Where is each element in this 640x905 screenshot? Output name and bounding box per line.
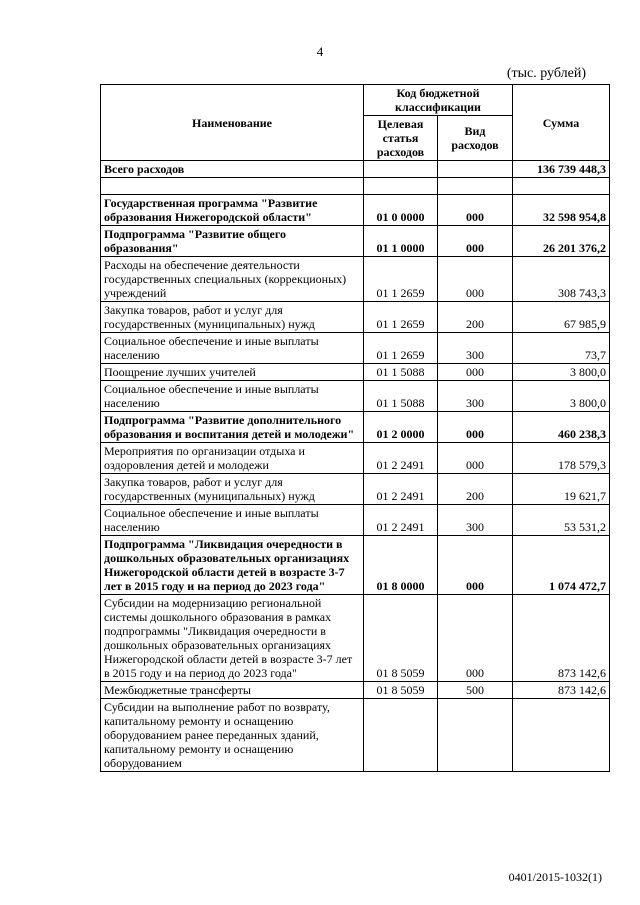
row-sum-cell: 873 142,6 xyxy=(513,682,610,699)
row-target-article-cell xyxy=(364,178,438,195)
table-row xyxy=(101,412,610,443)
row-expense-type-cell: 300 xyxy=(438,333,513,364)
row-sum-cell: 460 238,3 xyxy=(513,412,610,443)
row-sum-cell: 19 621,7 xyxy=(513,474,610,505)
row-expense-type-cell: 000 xyxy=(438,195,513,226)
table-row xyxy=(101,333,610,364)
row-expense-type-cell: 000 xyxy=(438,595,513,682)
row-target-article-cell: 01 2 2491 xyxy=(364,443,438,474)
row-expense-type-cell: 200 xyxy=(438,302,513,333)
row-sum-cell: 136 739 448,3 xyxy=(513,161,610,178)
row-name-cell: Расходы на обеспечение деятельности государственных специальных (коррекционых) учреждений xyxy=(101,257,364,302)
row-name-cell: Подпрограмма "Развитие общего образования" xyxy=(101,226,364,257)
row-target-article-cell: 01 1 2659 xyxy=(364,257,438,302)
row-expense-type-cell: 300 xyxy=(438,505,513,536)
row-expense-type-cell xyxy=(438,178,513,195)
table-row xyxy=(101,195,610,226)
table-row xyxy=(101,505,610,536)
row-target-article-cell: 01 2 2491 xyxy=(364,505,438,536)
row-sum-cell: 1 074 472,7 xyxy=(513,536,610,595)
row-target-article-cell: 01 1 5088 xyxy=(364,381,438,412)
table-row xyxy=(101,381,610,412)
row-sum-cell: 67 985,9 xyxy=(513,302,610,333)
row-expense-type-cell xyxy=(438,699,513,772)
row-sum-cell: 53 531,2 xyxy=(513,505,610,536)
row-target-article-cell: 01 8 0000 xyxy=(364,536,438,595)
row-expense-type-cell: 200 xyxy=(438,474,513,505)
header-sum: Сумма xyxy=(513,85,610,161)
row-expense-type-cell: 000 xyxy=(438,536,513,595)
row-name-cell: Всего расходов xyxy=(101,161,364,178)
page-number: 4 xyxy=(316,44,324,59)
table-row xyxy=(101,178,610,195)
row-sum-cell: 73,7 xyxy=(513,333,610,364)
row-target-article-cell: 01 1 0000 xyxy=(364,226,438,257)
row-name-cell: Субсидии на модернизацию региональной системы дошкольного образования в рамках подпрограммы "Ликвидация очередности в дошкольных образовательных организациях Нижегородской области детей в возрасте 3-7 лет в 2015 году и на период до 2023 года" xyxy=(101,595,364,682)
row-name-cell: Социальное обеспечение и иные выплаты населению xyxy=(101,381,364,412)
table-body xyxy=(101,161,610,772)
row-sum-cell: 26 201 376,2 xyxy=(513,226,610,257)
row-sum-cell: 178 579,3 xyxy=(513,443,610,474)
row-target-article-cell: 01 1 2659 xyxy=(364,302,438,333)
row-target-article-cell xyxy=(364,161,438,178)
units-label: (тыс. рублей) xyxy=(506,66,586,81)
row-target-article-cell xyxy=(364,699,438,772)
table-row xyxy=(101,595,610,682)
row-sum-cell: 3 800,0 xyxy=(513,364,610,381)
budget-table xyxy=(100,84,610,772)
table-header xyxy=(101,85,610,161)
row-name-cell: Подпрограмма "Ликвидация очередности в дошкольных образовательных организациях Нижегородской области детей в возрасте 3-7 лет в 2015 году и на период до 2023 года" xyxy=(101,536,364,595)
row-target-article-cell: 01 2 2491 xyxy=(364,474,438,505)
row-name-cell: Государственная программа "Развитие образования Нижегородской области" xyxy=(101,195,364,226)
table-row xyxy=(101,257,610,302)
table-row xyxy=(101,443,610,474)
row-name-cell: Мероприятия по организации отдыха и оздоровления детей и молодежи xyxy=(101,443,364,474)
row-sum-cell xyxy=(513,699,610,772)
row-expense-type-cell: 000 xyxy=(438,226,513,257)
document-code: 0401/2015-1032(1) xyxy=(508,870,602,884)
row-expense-type-cell: 000 xyxy=(438,412,513,443)
row-expense-type-cell: 500 xyxy=(438,682,513,699)
table-row xyxy=(101,226,610,257)
row-sum-cell: 3 800,0 xyxy=(513,381,610,412)
row-target-article-cell: 01 1 2659 xyxy=(364,333,438,364)
row-sum-cell: 308 743,3 xyxy=(513,257,610,302)
row-sum-cell: 32 598 954,8 xyxy=(513,195,610,226)
table-row xyxy=(101,682,610,699)
row-target-article-cell: 01 1 5088 xyxy=(364,364,438,381)
table-row xyxy=(101,302,610,333)
row-expense-type-cell: 000 xyxy=(438,257,513,302)
table-row xyxy=(101,161,610,178)
row-name-cell: Социальное обеспечение и иные выплаты населению xyxy=(101,333,364,364)
row-target-article-cell: 01 0 0000 xyxy=(364,195,438,226)
row-name-cell: Межбюджетные трансферты xyxy=(101,682,364,699)
row-expense-type-cell: 000 xyxy=(438,364,513,381)
row-expense-type-cell xyxy=(438,161,513,178)
row-sum-cell xyxy=(513,178,610,195)
row-name-cell: Закупка товаров, работ и услуг для государственных (муниципальных) нужд xyxy=(101,302,364,333)
table-row xyxy=(101,474,610,505)
header-target-article: Целевая статья расходов xyxy=(364,116,438,161)
row-name-cell: Закупка товаров, работ и услуг для государственных (муниципальных) нужд xyxy=(101,474,364,505)
row-name-cell: Подпрограмма "Развитие дополнительного образования и воспитания детей и молодежи" xyxy=(101,412,364,443)
row-target-article-cell: 01 2 0000 xyxy=(364,412,438,443)
table-row xyxy=(101,536,610,595)
row-sum-cell: 873 142,6 xyxy=(513,595,610,682)
row-target-article-cell: 01 8 5059 xyxy=(364,682,438,699)
row-name-cell: Поощрение лучших учителей xyxy=(101,364,364,381)
header-expense-type: Вид расходов xyxy=(438,116,513,161)
header-name: Наименование xyxy=(101,85,364,161)
row-name-cell xyxy=(101,178,364,195)
row-name-cell: Субсидии на выполнение работ по возврату, капитальному ремонту и оснащению оборудованием ранее переданных зданий, капитальному ремонту и оснащению оборудованием xyxy=(101,699,364,772)
row-expense-type-cell: 000 xyxy=(438,443,513,474)
row-target-article-cell: 01 8 5059 xyxy=(364,595,438,682)
header-code-group: Код бюджетной классификации xyxy=(364,85,513,116)
table-row xyxy=(101,699,610,772)
row-name-cell: Социальное обеспечение и иные выплаты населению xyxy=(101,505,364,536)
table-row xyxy=(101,364,610,381)
row-expense-type-cell: 300 xyxy=(438,381,513,412)
